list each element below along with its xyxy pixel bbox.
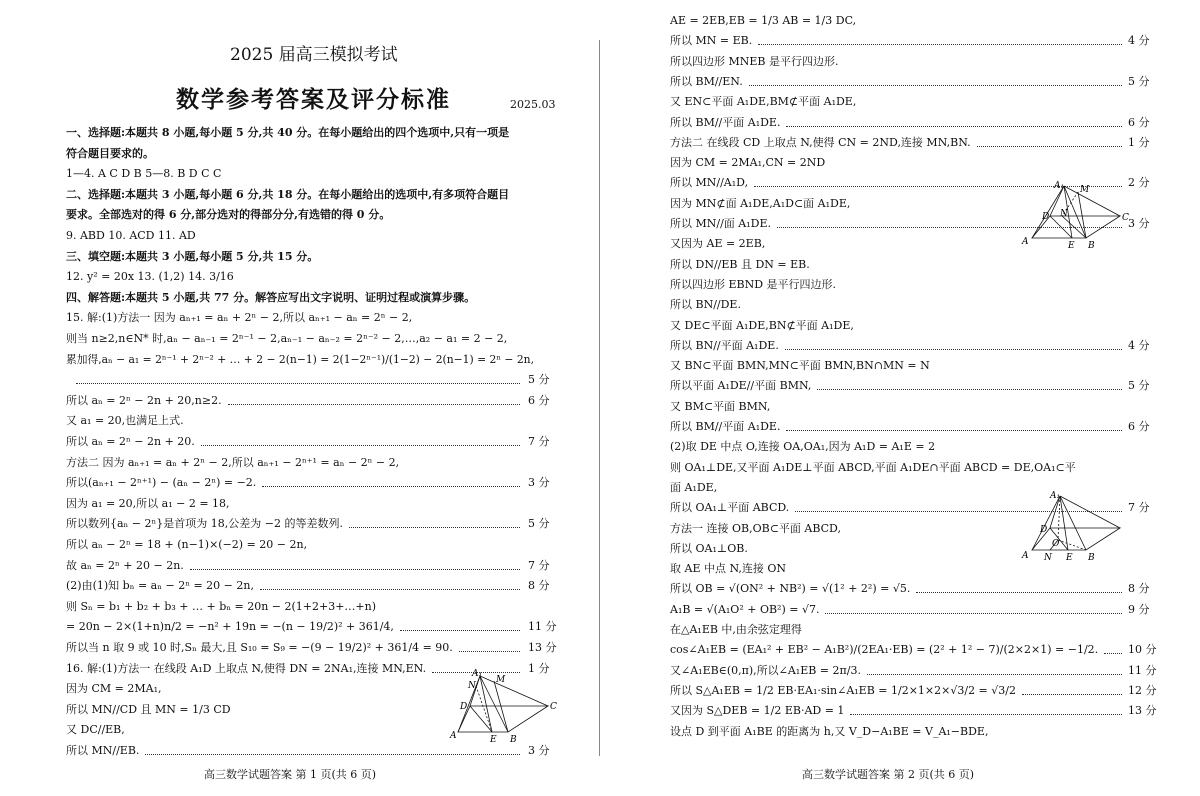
score-mark: 5 分 xyxy=(1128,74,1150,88)
text-line: 所以 OA₁⊥平面 ABCD. xyxy=(670,501,790,515)
score-mark: 13 分 xyxy=(528,641,557,654)
text-line: 又因为 S△DEB = 1/2 EB·AD = 1 xyxy=(670,704,845,718)
text-line: 则当 n≥2,n∈N* 时,aₙ − aₙ₋₁ = 2ⁿ⁻¹ − 2,aₙ₋₁ − aₙ₋₂ = 2ⁿ⁻² − 2,…,a₂ − a₁ = 2 − 2, xyxy=(66,332,508,345)
fig3-label: N xyxy=(1044,553,1052,563)
fig3-label: A xyxy=(1022,551,1029,561)
text-line: 所以数列{aₙ − 2ⁿ}是首项为 18,公差为 −2 的等差数列. xyxy=(66,517,343,531)
figure-pyramid-1 xyxy=(448,666,558,746)
text-line: 因为 CM = 2MA₁,CN = 2ND xyxy=(670,156,826,170)
score-mark: 9 分 xyxy=(1128,602,1150,616)
text-line: 设点 D 到平面 A₁BE 的距离为 h,又 V_D−A₁BE = V_A₁−BDE, xyxy=(670,724,989,738)
text-line: 则 Sₙ = b₁ + b₂ + b₃ + … + bₙ = 20n − 2(1+2+3+…+n) xyxy=(66,599,377,613)
score-leader xyxy=(260,589,520,590)
score-leader xyxy=(850,714,1122,715)
fig1-label: M xyxy=(496,675,506,685)
score-mark: 3 分 xyxy=(528,476,550,490)
text-line: 一、选择题:本题共 8 小题,每小题 5 分,共 40 分。在每小题给出的四个选项中,只有一项是 xyxy=(66,126,510,139)
score-mark: 1 分 xyxy=(528,661,550,675)
score-mark: 7 分 xyxy=(528,435,550,448)
score-mark: 5 分 xyxy=(528,373,550,387)
text-line: = 20n − 2×(1+n)n/2 = −n² + 19n = −(n − 19/2)² + 361/4, xyxy=(66,620,394,634)
score-leader xyxy=(825,613,1122,614)
text-line: 又 a₁ = 20,也满足上式. xyxy=(66,414,184,428)
score-mark: 12 分 xyxy=(1128,683,1157,697)
score-mark: 8 分 xyxy=(1128,582,1150,596)
text-line: 又 DC//EB, xyxy=(66,723,125,737)
text-line: 方法二 因为 aₙ₊₁ = aₙ + 2ⁿ − 2,所以 aₙ₊₁ − 2ⁿ⁺¹ = aₙ − 2ⁿ − 2, xyxy=(66,455,400,469)
text-line: 所以四边形 MNEB 是平行四边形. xyxy=(670,54,839,68)
fig1-label: D xyxy=(460,702,468,712)
score-leader xyxy=(785,349,1122,350)
score-leader xyxy=(1104,653,1122,654)
text-line: 所以 BM//平面 A₁DE. xyxy=(670,420,781,433)
text-line: 16. 解:(1)方法一 在线段 A₁D 上取点 N,使得 DN = 2NA₁,连接 MN,EN. xyxy=(66,661,427,675)
score-leader xyxy=(817,389,1122,390)
text-line: A₁B = √(A₁O² + OB²) = √7. xyxy=(670,602,820,616)
text-line: 又因为 AE = 2EB, xyxy=(670,237,766,251)
fig3-label: O xyxy=(1052,539,1060,549)
text-line: 所以 MN = EB. xyxy=(670,34,753,48)
score-mark: 8 分 xyxy=(528,579,550,593)
text-line: 又 BM⊂平面 BMN, xyxy=(670,399,771,413)
fig1-label: A₁ xyxy=(472,669,483,679)
text-line: 所以当 n 取 9 或 10 时,Sₙ 最大,且 S₁₀ = S₉ = −(9 − 19/2)² + 361/4 = 90. xyxy=(66,641,453,654)
fig3-label: A₁ xyxy=(1050,491,1061,501)
text-line: cos∠A₁EB = (EA₁² + EB² − A₁B²)/(2EA₁·EB) = (2² + 1² − 7)/(2×2×1) = −1/2. xyxy=(670,643,1099,657)
score-mark: 3 分 xyxy=(528,744,550,757)
score-mark: 1 分 xyxy=(1128,135,1150,149)
text-line: 15. 解:(1)方法一 因为 aₙ₊₁ = aₙ + 2ⁿ − 2,所以 aₙ₊₁ − aₙ = 2ⁿ − 2, xyxy=(66,311,413,325)
text-line: 取 AE 中点 N,连接 ON xyxy=(670,562,787,576)
text-line: 故 aₙ = 2ⁿ + 20 − 2n. xyxy=(66,558,184,572)
text-line: 则 OA₁⊥DE,又平面 A₁DE⊥平面 ABCD,平面 A₁DE∩平面 ABCD = DE,OA₁⊂平 xyxy=(670,460,1076,474)
date: 2025.03 xyxy=(510,98,556,111)
score-mark: 6 分 xyxy=(1128,115,1150,129)
score-leader xyxy=(76,383,520,384)
text-line: 二、选择题:本题共 3 小题,每小题 6 分,共 18 分。在每小题给出的选项中,有多项符合题目 xyxy=(66,187,510,201)
score-mark: 5 分 xyxy=(528,517,550,531)
fig3-label: E xyxy=(1066,553,1073,563)
text-line: 所以 MN//A₁D, xyxy=(670,176,749,190)
score-leader xyxy=(916,592,1122,593)
score-leader xyxy=(201,445,520,446)
text-line: 所以 MN//面 A₁DE. xyxy=(670,217,771,230)
text-line: AE = 2EB,EB = 1/3 AB = 1/3 DC, xyxy=(670,14,857,27)
score-mark: 3 分 xyxy=(1128,217,1150,230)
fig1-label: C xyxy=(550,702,557,712)
text-line: 方法二 在线段 CD 上取点 N,使得 CN = 2ND,连接 MN,BN. xyxy=(670,135,971,149)
page-divider xyxy=(599,40,600,756)
text-line: 所以 OA₁⊥OB. xyxy=(670,541,748,555)
score-leader xyxy=(786,126,1122,127)
page-footer: 高三数学试题答案 第 2 页(共 6 页) xyxy=(802,768,975,781)
score-mark: 10 分 xyxy=(1128,643,1157,657)
score-leader xyxy=(349,527,520,528)
score-mark: 11 分 xyxy=(1128,663,1157,677)
text-line: 所以 DN//EB 且 DN = EB. xyxy=(670,257,810,271)
text-line: 方法一 连接 OB,OB⊂平面 ABCD, xyxy=(670,521,841,535)
fig2-label: A₁ xyxy=(1054,181,1065,191)
text-line: 1—4. A C D B 5—8. B D C C xyxy=(66,167,222,181)
text-line: 又 DE⊂平面 A₁DE,BN⊄平面 A₁DE, xyxy=(670,318,854,332)
text-line: 又 EN⊂平面 A₁DE,BM⊄平面 A₁DE, xyxy=(670,95,857,109)
fig2-label: A xyxy=(1022,237,1029,247)
text-line: 所以 BN//平面 A₁DE. xyxy=(670,338,779,352)
text-line: 三、填空题:本题共 3 小题,每小题 5 分,共 15 分。 xyxy=(66,249,319,263)
fig2-label: D xyxy=(1042,212,1050,222)
figure-pyramid-3 xyxy=(1020,488,1138,566)
score-leader xyxy=(400,630,520,631)
fig2-label: C xyxy=(1122,213,1129,223)
score-mark: 6 分 xyxy=(1128,420,1150,433)
right-page xyxy=(606,0,1200,796)
fig3-label: D xyxy=(1040,525,1048,535)
text-line: 因为 a₁ = 20,所以 a₁ − 2 = 18, xyxy=(66,496,230,510)
text-line: 所以 MN//CD 且 MN = 1/3 CD xyxy=(66,702,231,716)
text-line: 12. y² = 20x 13. (1,2) 14. 3/16 xyxy=(66,270,234,284)
text-line: 又 BN⊂平面 BMN,MN⊂平面 BMN,BN∩MN = N xyxy=(670,359,930,373)
text-line: 累加得,aₙ − a₁ = 2ⁿ⁻¹ + 2ⁿ⁻² + … + 2 − 2(n−1) = 2(1−2ⁿ⁻¹)/(1−2) − 2(n−1) = 2ⁿ − 2n, xyxy=(66,352,534,366)
text-line: 在△A₁EB 中,由余弦定理得 xyxy=(670,623,802,636)
score-leader xyxy=(228,404,520,405)
score-leader xyxy=(145,754,520,755)
score-mark: 11 分 xyxy=(528,620,557,634)
text-line: 所以 BM//平面 A₁DE. xyxy=(670,115,781,129)
text-line: 四、解答题:本题共 5 小题,共 77 分。解答应写出文字说明、证明过程或演算步骤。 xyxy=(66,290,476,304)
text-line: 所以 aₙ = 2ⁿ − 2n + 20. xyxy=(66,435,195,448)
fig2-label: E xyxy=(1068,241,1075,251)
fig1-label: N xyxy=(468,681,476,691)
text-line: 9. ABD 10. ACD 11. AD xyxy=(66,229,196,242)
score-mark: 4 分 xyxy=(1128,34,1150,48)
text-line: 所以四边形 EBND 是平行四边形. xyxy=(670,277,837,291)
score-mark: 4 分 xyxy=(1128,338,1150,352)
fig3-label: B xyxy=(1088,553,1095,563)
text-line: 所以 BN//DE. xyxy=(670,298,741,312)
score-mark: 6 分 xyxy=(528,393,550,407)
text-line: 所以平面 A₁DE//平面 BMN, xyxy=(670,379,812,393)
text-line: 符合题目要求的。 xyxy=(66,146,154,160)
text-line: 所以 S△A₁EB = 1/2 EB·EA₁·sin∠A₁EB = 1/2×1×2×√3/2 = √3/2 xyxy=(670,683,1016,697)
text-line: 所以 aₙ = 2ⁿ − 2n + 20,n≥2. xyxy=(66,393,222,407)
fig2-label: B xyxy=(1088,241,1095,251)
page-footer: 高三数学试题答案 第 1 页(共 6 页) xyxy=(204,768,377,781)
text-line: 所以(aₙ₊₁ − 2ⁿ⁺¹) − (aₙ − 2ⁿ) = −2. xyxy=(66,476,257,490)
score-mark: 2 分 xyxy=(1128,176,1150,190)
text-line: 所以 OB = √(ON² + NB²) = √(1² + 2²) = √5. xyxy=(670,582,911,596)
score-leader xyxy=(262,486,520,487)
fig2-label: M xyxy=(1080,185,1090,195)
text-line: 因为 MN⊄面 A₁DE,A₁D⊂面 A₁DE, xyxy=(670,196,851,210)
exam-title: 2025 届高三模拟考试 xyxy=(230,45,398,65)
score-leader xyxy=(190,569,520,570)
score-leader xyxy=(867,674,1122,675)
text-line: (2)取 DE 中点 O,连接 OA,OA₁,因为 A₁D = A₁E = 2 xyxy=(670,440,936,454)
main-title: 数学参考答案及评分标准 xyxy=(176,86,451,113)
score-leader xyxy=(977,146,1122,147)
figure-pyramid-2 xyxy=(1020,180,1138,252)
score-leader xyxy=(786,430,1122,431)
fig1-label: B xyxy=(510,735,517,745)
text-line: 所以 MN//EB. xyxy=(66,744,140,757)
score-mark: 7 分 xyxy=(1128,501,1150,515)
text-line: 要求。全部选对的得 6 分,部分选对的得部分分,有选错的得 0 分。 xyxy=(66,208,391,222)
fig1-label: A xyxy=(450,731,457,741)
fig2-label: N xyxy=(1060,209,1068,219)
score-leader xyxy=(758,44,1122,45)
text-line: 所以 BM//EN. xyxy=(670,74,743,88)
text-line: 因为 CM = 2MA₁, xyxy=(66,682,162,696)
text-line: 又∠A₁EB∈(0,π),所以∠A₁EB = 2π/3. xyxy=(670,663,861,677)
text-line: 所以 aₙ − 2ⁿ = 18 + (n−1)×(−2) = 20 − 2n, xyxy=(66,538,308,551)
text-line: (2)由(1)知 bₙ = aₙ − 2ⁿ = 20 − 2n, xyxy=(66,579,254,593)
score-leader xyxy=(459,651,520,652)
score-leader xyxy=(749,85,1122,86)
score-mark: 5 分 xyxy=(1128,379,1150,393)
score-mark: 7 分 xyxy=(528,558,550,572)
score-mark: 13 分 xyxy=(1128,704,1157,718)
fig1-label: E xyxy=(490,735,497,745)
text-line: 面 A₁DE, xyxy=(670,480,718,494)
score-leader xyxy=(1022,694,1122,695)
